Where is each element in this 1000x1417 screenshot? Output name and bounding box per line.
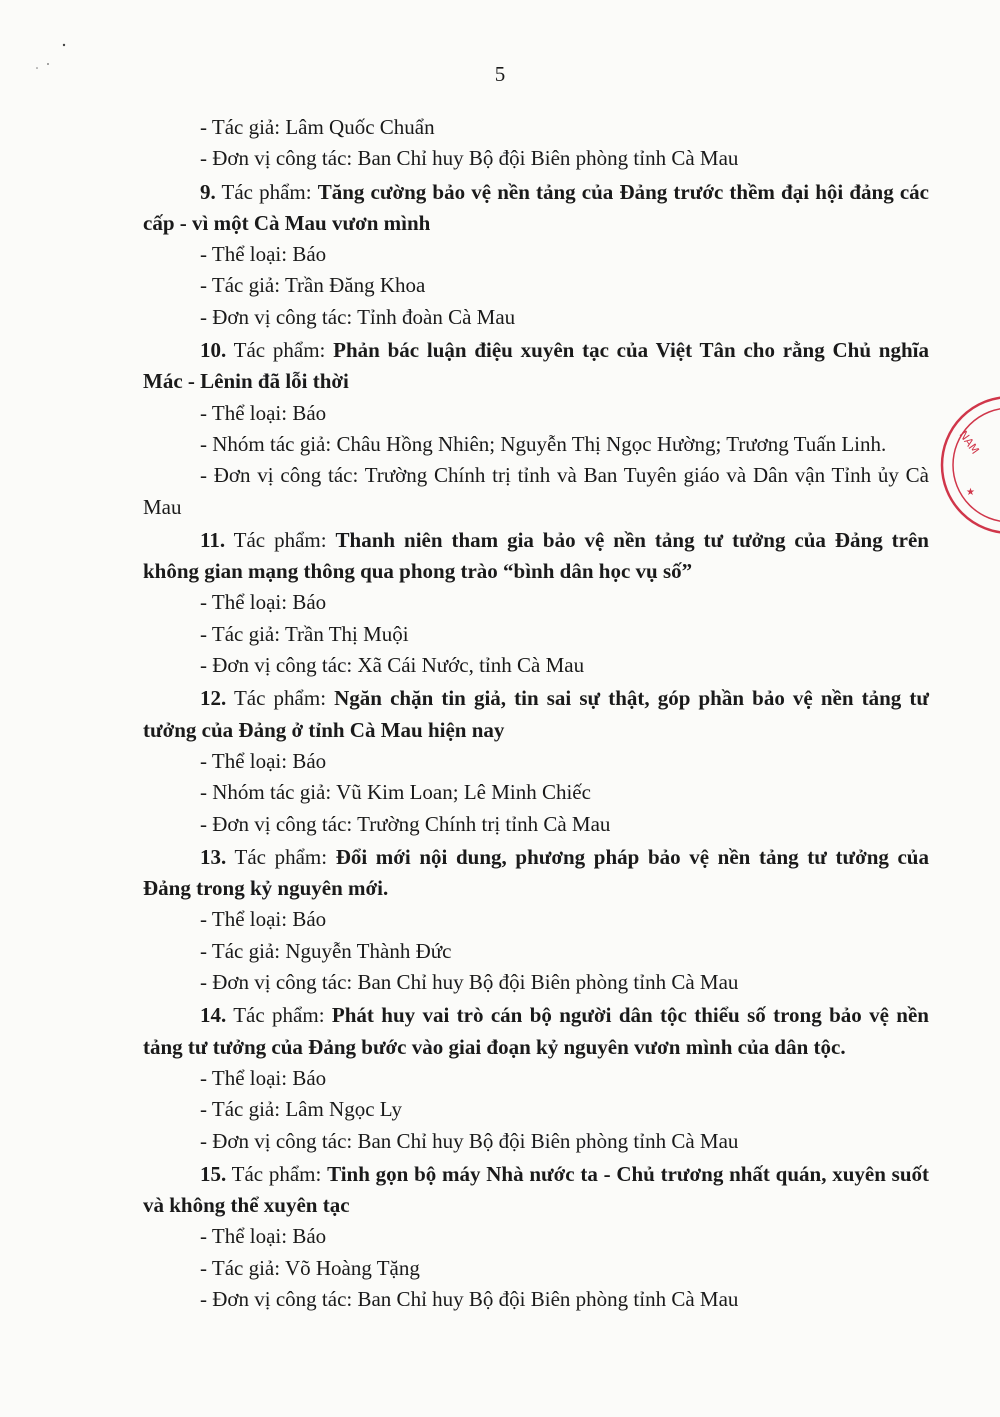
work-title: Thanh niên tham gia bảo vệ nền tảng tư tưởng của Đảng trên không gian mạng thông qua phong trào “bình dân học vụ số” <box>143 527 929 584</box>
work-genre: - Thể loại: Báo <box>200 1224 327 1249</box>
work-genre: - Thể loại: Báo <box>200 907 327 932</box>
work-label: Tác phẩm: <box>226 1003 332 1028</box>
work-author: - Tác giả: Trần Thị Muội <box>200 621 409 646</box>
unit-line: - Đơn vị công tác: Ban Chỉ huy Bộ đội Biên phòng tỉnh Cà Mau <box>200 146 739 171</box>
work-number: 9. <box>200 179 216 204</box>
work-label: Tác phẩm: <box>226 686 335 711</box>
work-item <box>143 335 929 523</box>
work-label: Tác phẩm: <box>226 338 334 363</box>
work-item <box>143 683 929 839</box>
work-title: Tăng cường bảo vệ nền tảng của Đảng trước thềm đại hội đảng các cấp - vì một Cà Mau vươn mình <box>143 179 929 235</box>
work-author: - Tác giả: Lâm Ngọc Ly <box>200 1097 402 1122</box>
work-author: - Tác giả: Võ Hoàng Tặng <box>200 1255 420 1280</box>
work-author: - Tác giả: Nguyễn Thành Đức <box>200 938 452 963</box>
work-unit: - Đơn vị công tác: Tỉnh đoàn Cà Mau <box>200 304 516 329</box>
work-number: 13. <box>200 844 227 869</box>
svg-text:NAM: NAM <box>956 428 982 457</box>
work-label: Tác phẩm: <box>226 1161 328 1186</box>
work-heading <box>143 1159 929 1222</box>
work-item <box>143 1159 929 1315</box>
work-genre: - Thể loại: Báo <box>200 748 327 773</box>
work-unit: - Đơn vị công tác: Ban Chỉ huy Bộ đội Biên phòng tỉnh Cà Mau <box>200 970 739 995</box>
svg-text:★: ★ <box>966 487 975 498</box>
work-label: Tác phẩm: <box>226 844 336 869</box>
work-number: 11. <box>200 527 226 552</box>
work-number: 10. <box>200 338 227 363</box>
work-title: Phát huy vai trò cán bộ người dân tộc thiểu số trong bảo vệ nền tảng tư tưởng của Đảng bước vào giai đoạn kỷ nguyên vươn mình của dân tộc. <box>143 1003 929 1059</box>
work-heading <box>143 177 929 240</box>
work-genre: - Thể loại: Báo <box>200 590 327 615</box>
work-unit: - Đơn vị công tác: Xã Cái Nước, tỉnh Cà Mau <box>200 653 585 678</box>
works-list <box>143 177 929 1316</box>
work-unit: - Đơn vị công tác: Ban Chỉ huy Bộ đội Biên phòng tỉnh Cà Mau <box>200 1286 739 1311</box>
work-unit: - Đơn vị công tác: Trường Chính trị tỉnh và Ban Tuyên giáo và Dân vận Tỉnh ủy Cà Mau <box>143 463 929 519</box>
work-item <box>143 525 929 681</box>
work-item <box>143 177 929 333</box>
work-title: Tinh gọn bộ máy Nhà nước ta - Chủ trương nhất quán, xuyên suốt và không thể xuyên tạc <box>143 1161 929 1218</box>
work-number: 12. <box>200 686 227 711</box>
work-heading <box>143 335 929 398</box>
work-author: - Nhóm tác giả: Vũ Kim Loan; Lê Minh Chiếc <box>200 780 591 805</box>
work-heading <box>143 842 929 905</box>
work-label: Tác phẩm: <box>225 527 336 552</box>
document-body <box>143 112 929 1315</box>
work-number: 15. <box>200 1161 227 1186</box>
work-author: - Tác giả: Trần Đăng Khoa <box>200 273 426 298</box>
work-heading <box>143 525 929 588</box>
work-item <box>143 842 929 998</box>
work-title: Ngăn chặn tin giả, tin sai sự thật, góp phần bảo vệ nền tảng tư tưởng của Đảng ở tỉnh Cà Mau hiện nay <box>143 686 929 742</box>
author-line: - Tác giả: Lâm Quốc Chuẩn <box>200 115 435 139</box>
red-stamp-partial <box>930 390 1000 540</box>
work-genre: - Thể loại: Báo <box>200 400 327 425</box>
work-unit: - Đơn vị công tác: Trường Chính trị tỉnh Cà Mau <box>200 811 611 836</box>
work-title: Phản bác luận điệu xuyên tạc của Việt Tân cho rằng Chủ nghĩa Mác - Lênin đã lỗi thời <box>143 338 929 394</box>
work-unit: - Đơn vị công tác: Ban Chỉ huy Bộ đội Biên phòng tỉnh Cà Mau <box>200 1128 739 1153</box>
work-number: 14. <box>200 1003 227 1028</box>
page-number: 5 <box>494 62 506 86</box>
work-heading <box>143 683 929 746</box>
work-heading <box>143 1000 929 1063</box>
work-item <box>143 1000 929 1156</box>
work-label: Tác phẩm: <box>215 179 318 204</box>
work-title: Đổi mới nội dung, phương pháp bảo vệ nền tảng tư tưởng của Đảng trong kỷ nguyên mới. <box>143 844 929 901</box>
work-author: - Nhóm tác giả: Châu Hồng Nhiên; Nguyễn Thị Ngọc Hường; Trương Tuấn Linh. <box>200 431 887 456</box>
work-genre: - Thể loại: Báo <box>200 1065 327 1090</box>
work-genre: - Thể loại: Báo <box>200 242 327 267</box>
